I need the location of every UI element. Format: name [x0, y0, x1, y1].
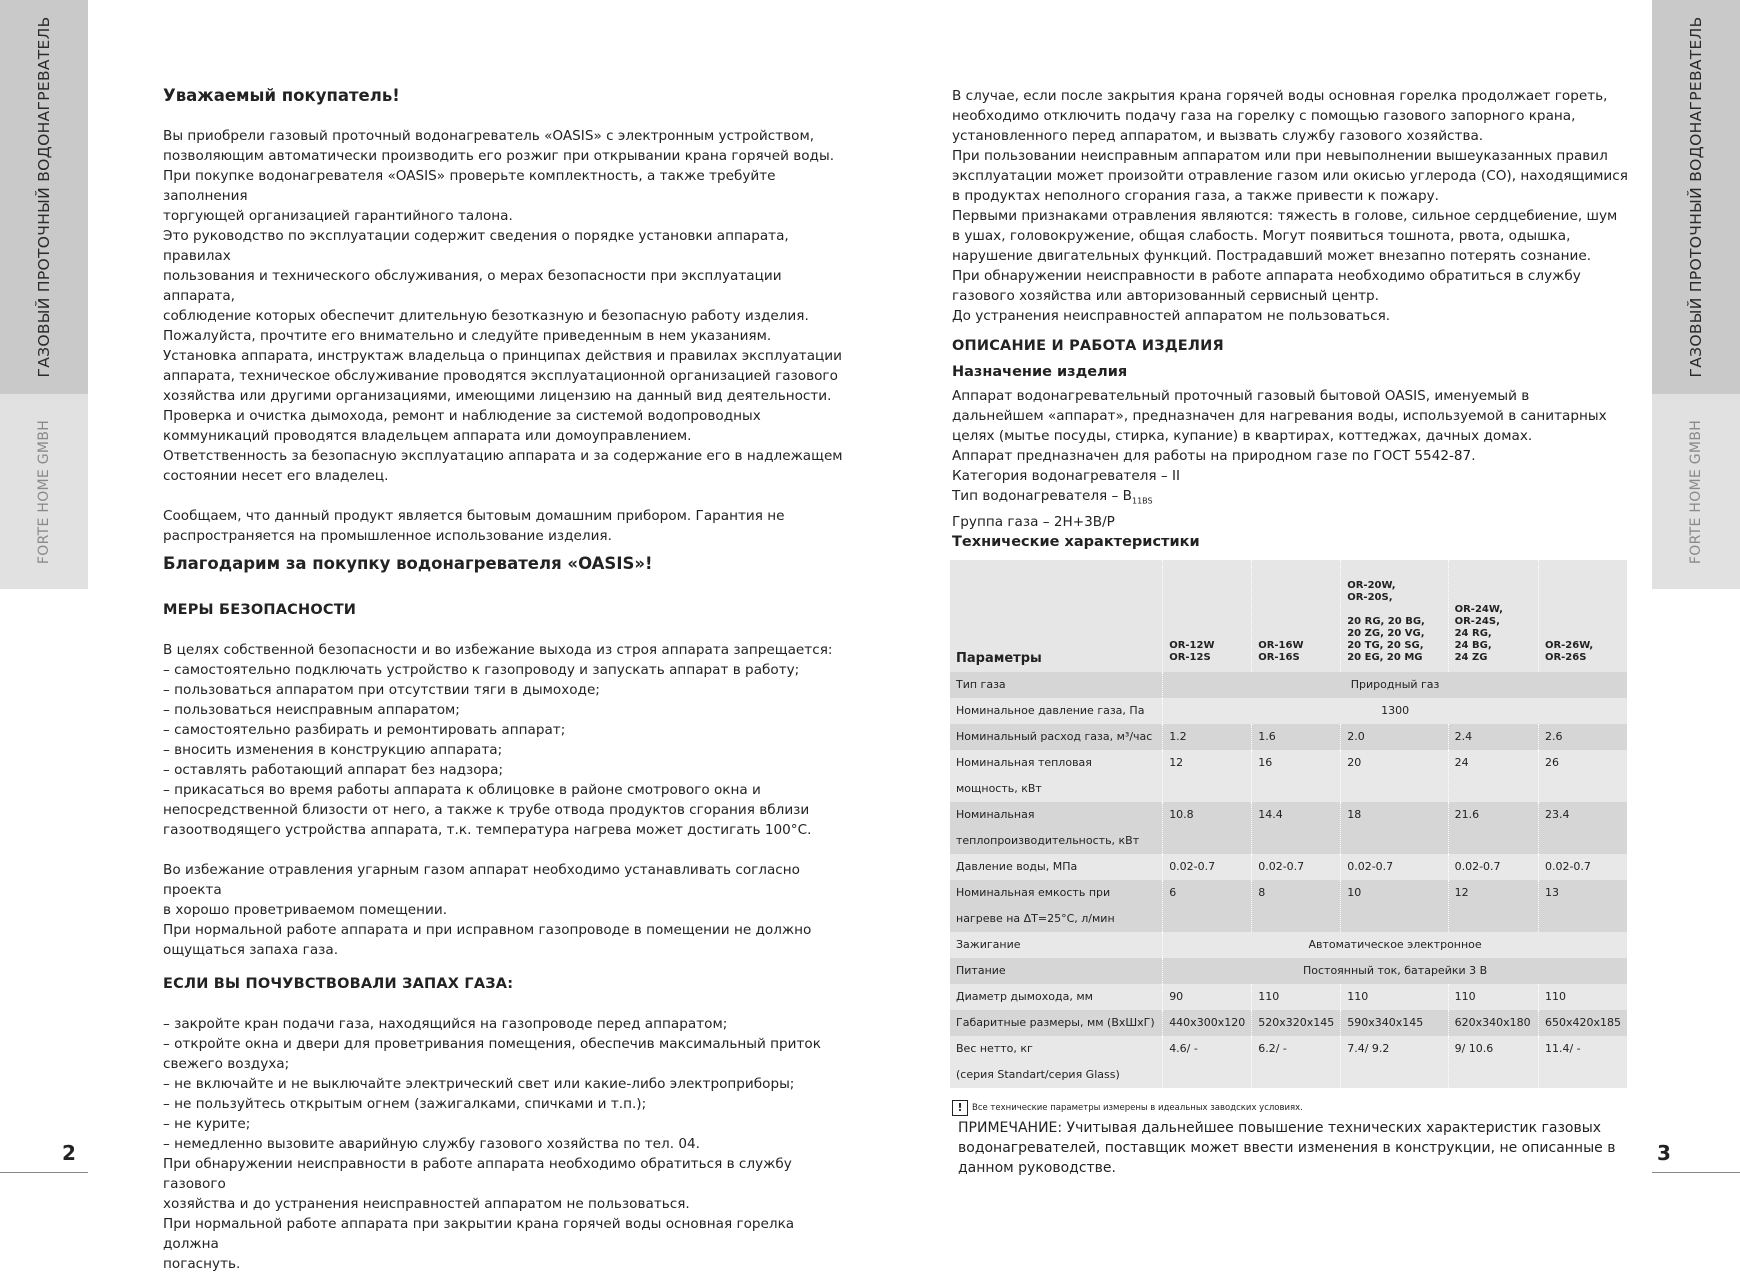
merged-cell: Природный газ: [1163, 672, 1627, 698]
value-cell: 110: [1252, 984, 1341, 1010]
continuation-paragraph: В случае, если после закрытия крана горячей воды основная горелка продолжает гореть, необходимо отключить подачу газа на горелку с помощью газового запорного крана, установленного перед аппаратом, и вызвать службу газового хозяйства. При пользовании неисправным аппаратом или при невыполнении вышеуказанных правил эксплуатации может произойти отравление газом или окисью углерода (CO), находящимися в продуктах неполного сгорания газа, а также привести к пожару. Первыми признаками отравления являются: тяжесть в голове, сильное сердцебиение, шум в ушах, головокружение, общая слабость. Могут появиться тошнота, рвота, одышка, нарушение двигательных функций. Пострадавший может внезапно потерять сознание. При обнаружении неисправности в работе аппарата необходимо обратиться в службу газового хозяйства или авторизованный сервисный центр. До устранения неисправностей аппаратом не пользоваться.: [952, 88, 1628, 324]
value-cell: 21.6: [1448, 802, 1538, 854]
model-header: OR-12W OR-12S: [1163, 560, 1252, 672]
param-header: Параметры: [950, 560, 1163, 672]
safety-heading: МЕРЫ БЕЗОПАСНОСТИ: [163, 602, 357, 618]
category-line: Категория водонагревателя – II: [952, 468, 1181, 484]
row-label: Диаметр дымохода, мм: [950, 984, 1163, 1010]
table-row: [950, 724, 1627, 750]
value-cell: 0.02-0.7: [1538, 854, 1627, 880]
table-row: [950, 672, 1627, 698]
type-line: [952, 486, 1632, 512]
model-header: OR-24W, OR-24S, 24 RG, 24 BG, 24 ZG: [1448, 560, 1538, 672]
table-row: [950, 802, 1627, 854]
row-label: Номинальная емкость при нагреве на ΔT=25°С, л/мин: [950, 880, 1163, 932]
row-label: Питание: [950, 958, 1163, 984]
value-cell: 90: [1163, 984, 1252, 1010]
value-cell: 0.02-0.7: [1448, 854, 1538, 880]
row-label: Номинальная теплопроизводительность, кВт: [950, 802, 1163, 854]
description-heading: ОПИСАНИЕ И РАБОТА ИЗДЕЛИЯ: [952, 338, 1224, 354]
value-cell: 4.6/ -: [1163, 1036, 1252, 1088]
gas-smell-list: – закройте кран подачи газа, находящийся на газопроводе перед аппаратом; – откройте окна и двери для проветривания помещения, обеспечив максимальный приток свежего воздуха; – не включайте и не выключайте электрический свет или какие-либо электроприборы; – не пользуйтесь открытым огнем (зажигалками, спичками и т.п.); – не курите; – немедленно вызовите аварийную службу газового хозяйства по тел. 04. При обнаружении неисправности в работе аппарата необходимо обратиться в службу газового хозяйства и до устранения неисправностей аппаратом не пользоваться. При нормальной работе аппарата при закрытии крана горячей воды основная горелка должна погаснуть.: [163, 1016, 821, 1272]
value-cell: 0.02-0.7: [1163, 854, 1252, 880]
value-cell: 2.6: [1538, 724, 1627, 750]
row-label: Номинальное давление газа, Па: [950, 698, 1163, 724]
row-label: Вес нетто, кг (серия Standart/серия Glass): [950, 1036, 1163, 1088]
value-cell: 7.4/ 9.2: [1341, 1036, 1448, 1088]
page-number-right: 3: [1657, 1141, 1671, 1165]
gas-group-line: Группа газа – 2Н+3В/Р: [952, 513, 1115, 530]
merged-cell: Постоянный ток, батарейки 3 В: [1163, 958, 1627, 984]
value-cell: 10.8: [1163, 802, 1252, 854]
safety-list: В целях собственной безопасности и во избежание выхода из строя аппарата запрещается: – самостоятельно подключать устройство к газопроводу и запускать аппарат в работу; – пользоваться аппаратом при отсутствии тяги в дымоходе; – пользоваться неисправным аппаратом; – самостоятельно разбирать и ремонтировать аппарат; – вносить изменения в конструкцию аппарата; – оставлять работающий аппарат без надзора; – прикасаться во время работы аппарата к облицовке в районе смотрового окна и непосредственной близости от него, а также к трубе отвода продуктов сгорания вблизи газоотводящего устройства аппарата, т.к. температура нагрева может достигать 100°С.: [163, 642, 833, 838]
remark-paragraph: ПРИМЕЧАНИЕ: Учитывая дальнейшее повышение технических характеристик газовых водонагревателей, поставщик может ввести изменения в конструкции, не описанные в данном руководстве.: [958, 1119, 1616, 1176]
value-cell: 110: [1538, 984, 1627, 1010]
right-side-tab-brand: [1652, 394, 1740, 589]
type-prefix: Тип водонагревателя – В: [952, 488, 1132, 504]
table-row: [950, 1010, 1627, 1036]
value-cell: 10: [1341, 880, 1448, 932]
value-cell: 14.4: [1252, 802, 1341, 854]
row-label: Давление воды, МПа: [950, 854, 1163, 880]
footnote: [952, 1098, 1632, 1118]
value-cell: 26: [1538, 750, 1627, 802]
page-rule-right: [1652, 1172, 1740, 1173]
right-side-tab-title: [1652, 0, 1740, 394]
value-cell: 110: [1448, 984, 1538, 1010]
side-brand-text: FORTE HOME GMBH: [1688, 419, 1704, 564]
side-brand-text: FORTE HOME GMBH: [36, 419, 52, 564]
table-row: [950, 750, 1627, 802]
value-cell: 2.0: [1341, 724, 1448, 750]
value-cell: 620x340x180: [1448, 1010, 1538, 1036]
model-header: OR-26W, OR-26S: [1538, 560, 1627, 672]
value-cell: 18: [1341, 802, 1448, 854]
value-cell: 2.4: [1448, 724, 1538, 750]
value-cell: 23.4: [1538, 802, 1627, 854]
value-cell: 520x320x145: [1252, 1010, 1341, 1036]
right-page-content: [952, 86, 1632, 1178]
footnote-text: Все технические параметры измерены в идеальных заводских условиях.: [972, 1102, 1303, 1113]
page-number-left: 2: [62, 1141, 76, 1165]
value-cell: 110: [1341, 984, 1448, 1010]
merged-cell: 1300: [1163, 698, 1627, 724]
value-cell: 16: [1252, 750, 1341, 802]
row-label: Номинальная тепловая мощность, кВт: [950, 750, 1163, 802]
table-row: [950, 1036, 1627, 1088]
value-cell: 11.4/ -: [1538, 1036, 1627, 1088]
value-cell: 12: [1448, 880, 1538, 932]
row-label: Зажигание: [950, 932, 1163, 958]
merged-cell: Автоматическое электронное: [1163, 932, 1627, 958]
row-label: Габаритные размеры, мм (ВхШхГ): [950, 1010, 1163, 1036]
household-notice: Сообщаем, что данный продукт является бытовым домашним прибором. Гарантия не распространяется на промышленное использование изделия.: [163, 508, 785, 544]
value-cell: 13: [1538, 880, 1627, 932]
value-cell: 590x340x145: [1341, 1010, 1448, 1036]
table-row: [950, 854, 1627, 880]
value-cell: 8: [1252, 880, 1341, 932]
thanks-heading: Благодарим за покупку водонагревателя «OASIS»!: [163, 554, 653, 573]
page-rule-left: [0, 1172, 88, 1173]
left-side-tab-brand: [0, 394, 88, 589]
value-cell: 1.2: [1163, 724, 1252, 750]
table-header-row: [950, 560, 1627, 672]
table-row: [950, 880, 1627, 932]
model-header: OR-16W OR-16S: [1252, 560, 1341, 672]
value-cell: 440x300x120: [1163, 1010, 1252, 1036]
specs-heading: Технические характеристики: [952, 533, 1200, 550]
value-cell: 6: [1163, 880, 1252, 932]
value-cell: 24: [1448, 750, 1538, 802]
table-row: [950, 958, 1627, 984]
side-title-text: ГАЗОВЫЙ ПРОТОЧНЫЙ ВОДОНАГРЕВАТЕЛЬ: [1687, 16, 1705, 378]
value-cell: 650x420x185: [1538, 1010, 1627, 1036]
type-subscript: 11BS: [1132, 496, 1153, 506]
value-cell: 12: [1163, 750, 1252, 802]
side-title-text: ГАЗОВЫЙ ПРОТОЧНЫЙ ВОДОНАГРЕВАТЕЛЬ: [35, 16, 53, 378]
value-cell: 9/ 10.6: [1448, 1036, 1538, 1088]
table-row: [950, 698, 1627, 724]
model-header: OR-20W, OR-20S, 20 RG, 20 BG, 20 ZG, 20 VG, 20 TG, 20 SG, 20 EG, 20 MG: [1341, 560, 1448, 672]
table-row: [950, 932, 1627, 958]
gas-smell-heading: ЕСЛИ ВЫ ПОЧУВСТВОВАЛИ ЗАПАХ ГАЗА:: [163, 976, 514, 992]
table-row: [950, 984, 1627, 1010]
specs-table: [950, 560, 1627, 1088]
left-side-tab-title: [0, 0, 88, 394]
row-label: Тип газа: [950, 672, 1163, 698]
row-label: Номинальный расход газа, м³/час: [950, 724, 1163, 750]
greeting-heading: Уважаемый покупатель!: [163, 86, 400, 105]
value-cell: 0.02-0.7: [1341, 854, 1448, 880]
poisoning-paragraph: Во избежание отравления угарным газом аппарат необходимо устанавливать согласно проекта в хорошо проветриваемом помещении. При нормальной работе аппарата и при исправном газопроводе в помещении не должно ощущаться запаха газа.: [163, 862, 812, 958]
value-cell: 6.2/ -: [1252, 1036, 1341, 1088]
value-cell: 0.02-0.7: [1252, 854, 1341, 880]
intro-paragraph: Вы приобрели газовый проточный водонагреватель «OASIS» с электронным устройством, позволяющим автоматически производить его розжиг при открывании крана горячей воды. При покупке водонагревателя «OASIS» проверьте комплектность, а также требуйте заполнения торгующей организацией гарантийного талона. Это руководство по эксплуатации содержит сведения о порядке установки аппарата, правилах пользования и технического обслуживания, о мерах безопасности при эксплуатации аппарата, соблюдение которых обеспечит длительную безотказную и безопасную работу изделия. Пожалуйста, прочтите его внимательно и следуйте приведенным в нем указаниям. Установка аппарата, инструктаж владельца о принципах действия и правилах эксплуатации аппарата, техническое обслуживание проводятся эксплуатационной организацией газового хозяйства или другими организациями, имеющими лицензию на данный вид деятельности. Проверка и очистка дымохода, ремонт и наблюдение за системой водопроводных коммуникаций проводятся владельцем аппарата или домоуправлением. Ответственность за безопасную эксплуатацию аппарата и за содержание его в надлежащем состоянии несет его владелец.: [163, 128, 843, 484]
purpose-paragraph: Аппарат водонагревательный проточный газовый бытовой OASIS, именуемый в дальнейшем «аппарат», предназначен для нагревания воды, используемой в санитарных целях (мытье посуды, стирка, купание) в квартирах, коттеджах, дачных домах. Аппарат предназначен для работы на природном газе по ГОСТ 5542-87.: [952, 388, 1607, 464]
left-page-content: [163, 86, 843, 1274]
warning-icon: !: [952, 1100, 968, 1116]
value-cell: 20: [1341, 750, 1448, 802]
purpose-heading: Назначение изделия: [952, 364, 1128, 380]
value-cell: 1.6: [1252, 724, 1341, 750]
